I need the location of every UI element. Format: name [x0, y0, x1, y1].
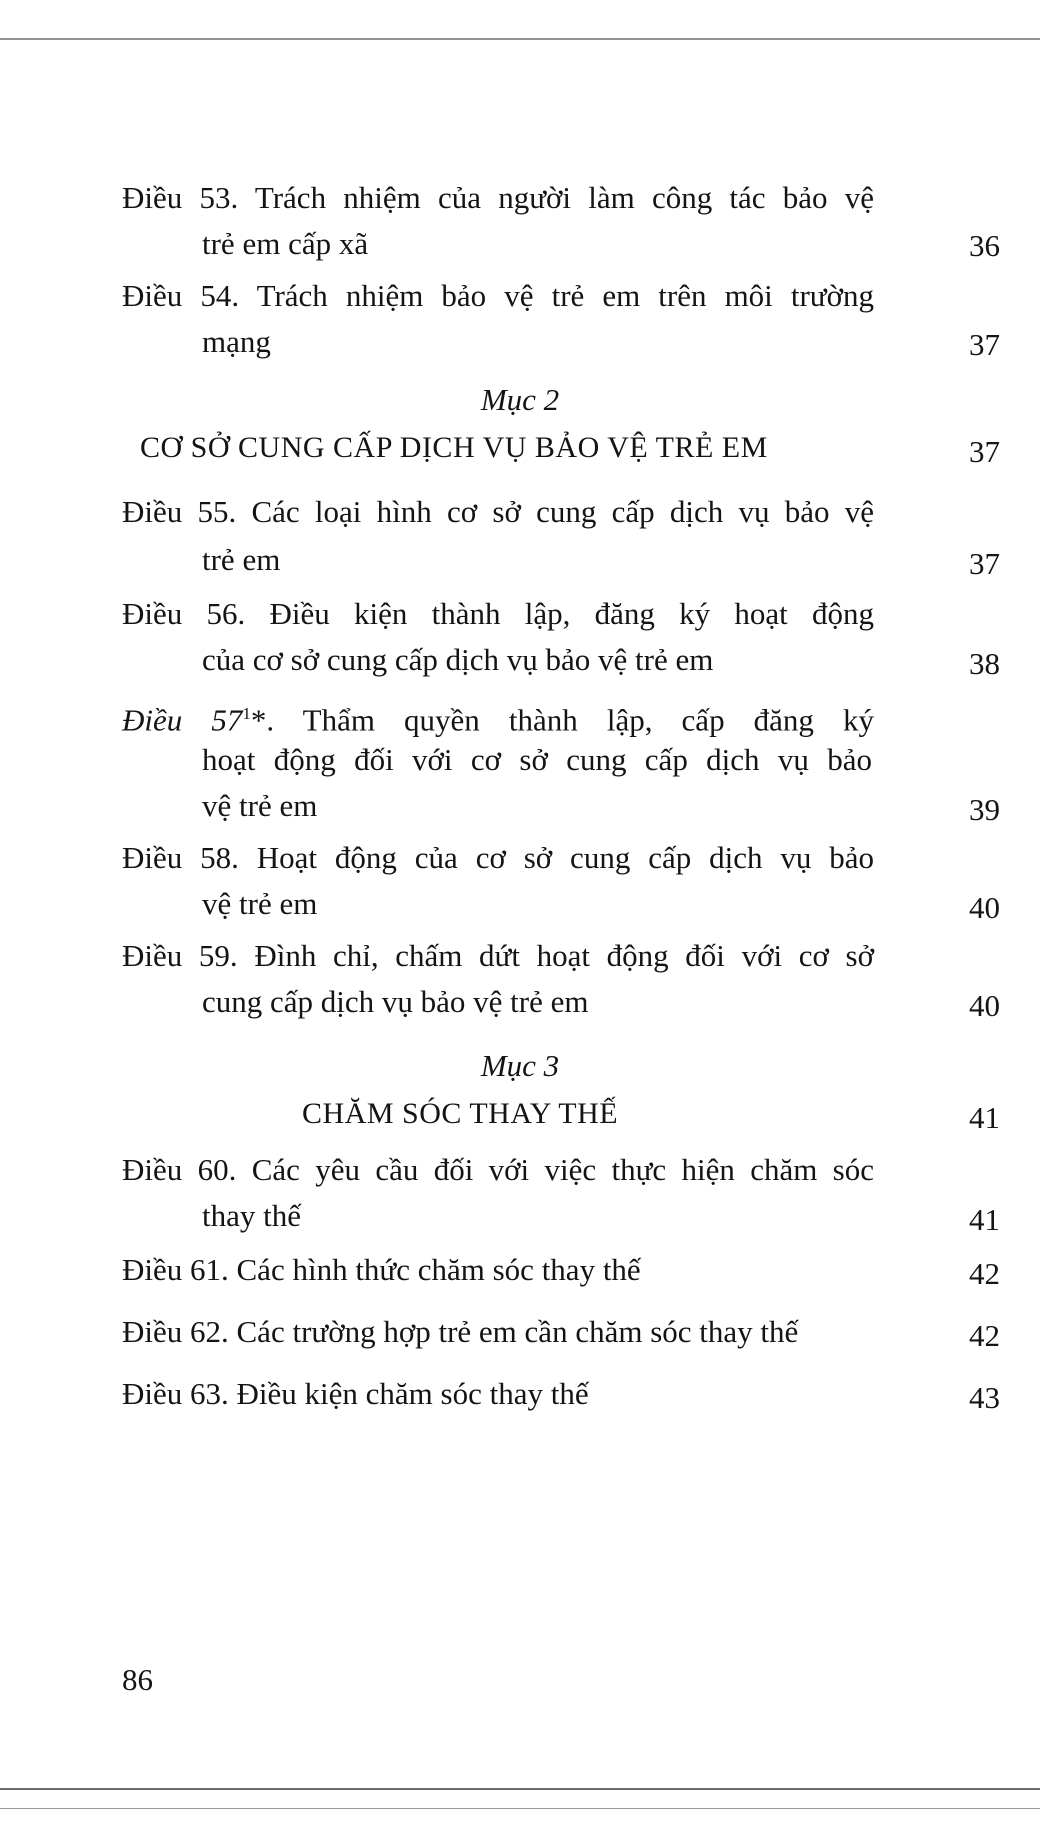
toc-entry-56: Điều 56. Điều kiện thành lập, đăng ký hoạt động [122, 596, 874, 631]
toc-entry-61: Điều 61. Các hình thức chăm sóc thay thế [122, 1252, 641, 1287]
toc-page-55: 37 [969, 546, 1000, 581]
toc-entry-57 [122, 694, 874, 740]
page-number: 86 [122, 1662, 153, 1697]
toc-entry-55-cont: trẻ em [202, 542, 281, 577]
toc-entry-60: Điều 60. Các yêu cầu đối với việc thực hiện chăm sóc [122, 1152, 874, 1187]
toc-page-56: 38 [969, 646, 1000, 681]
toc-entry-58: Điều 58. Hoạt động của cơ sở cung cấp dịch vụ bảo [122, 840, 874, 875]
toc-entry-55: Điều 55. Các loại hình cơ sở cung cấp dịch vụ bảo vệ [122, 494, 874, 529]
toc-page-63: 43 [969, 1380, 1000, 1415]
toc-entry-60-cont: thay thế [202, 1198, 301, 1233]
section-page-muc-3: 41 [969, 1100, 1000, 1135]
toc-entry-57-title: *. Thẩm quyền thành lập, cấp đăng ký [250, 702, 875, 738]
section-page-muc-2: 37 [969, 434, 1000, 469]
toc-entry-57-number: Điều 57 [122, 702, 243, 738]
toc-page-61: 42 [969, 1256, 1000, 1291]
toc-page-58: 40 [969, 890, 1000, 925]
toc-page-53: 36 [969, 228, 1000, 263]
toc-entry-54-cont: mạng [202, 324, 271, 359]
toc-entry-59-cont: cung cấp dịch vụ bảo vệ trẻ em [202, 984, 589, 1019]
toc-entry-53-cont: trẻ em cấp xã [202, 226, 369, 261]
toc-page-57: 39 [969, 792, 1000, 827]
toc-page-54: 37 [969, 327, 1000, 362]
toc-entry-57-sup: 1 [242, 704, 251, 723]
toc-entry-62: Điều 62. Các trường hợp trẻ em cần chăm sóc thay thế [122, 1314, 799, 1349]
bottom-edge-line-2 [0, 1808, 1040, 1809]
section-title-muc-2: CƠ SỞ CUNG CẤP DỊCH VỤ BẢO VỆ TRẺ EM [140, 431, 768, 464]
toc-entry-58-cont: vệ trẻ em [202, 886, 318, 921]
section-label-muc-3: Mục 3 [480, 1048, 560, 1083]
toc-entry-57-cont2: vệ trẻ em [202, 788, 318, 823]
toc-page-59: 40 [969, 988, 1000, 1023]
toc-entry-54: Điều 54. Trách nhiệm bảo vệ trẻ em trên môi trường [122, 278, 874, 313]
toc-entry-57-cont: hoạt động đối với cơ sở cung cấp dịch vụ bảo [202, 742, 872, 777]
section-title-muc-3: CHĂM SÓC THAY THẾ [302, 1097, 619, 1130]
toc-entry-59: Điều 59. Đình chỉ, chấm dứt hoạt động đối với cơ sở [122, 938, 874, 973]
toc-page-62: 42 [969, 1318, 1000, 1353]
toc-entry-63: Điều 63. Điều kiện chăm sóc thay thế [122, 1376, 589, 1411]
toc-page-60: 41 [969, 1202, 1000, 1237]
toc-entry-56-cont: của cơ sở cung cấp dịch vụ bảo vệ trẻ em [202, 642, 714, 677]
bottom-edge-line [0, 1788, 1040, 1790]
toc-entry-53: Điều 53. Trách nhiệm của người làm công tác bảo vệ [122, 180, 874, 215]
section-label-muc-2: Mục 2 [480, 382, 560, 417]
